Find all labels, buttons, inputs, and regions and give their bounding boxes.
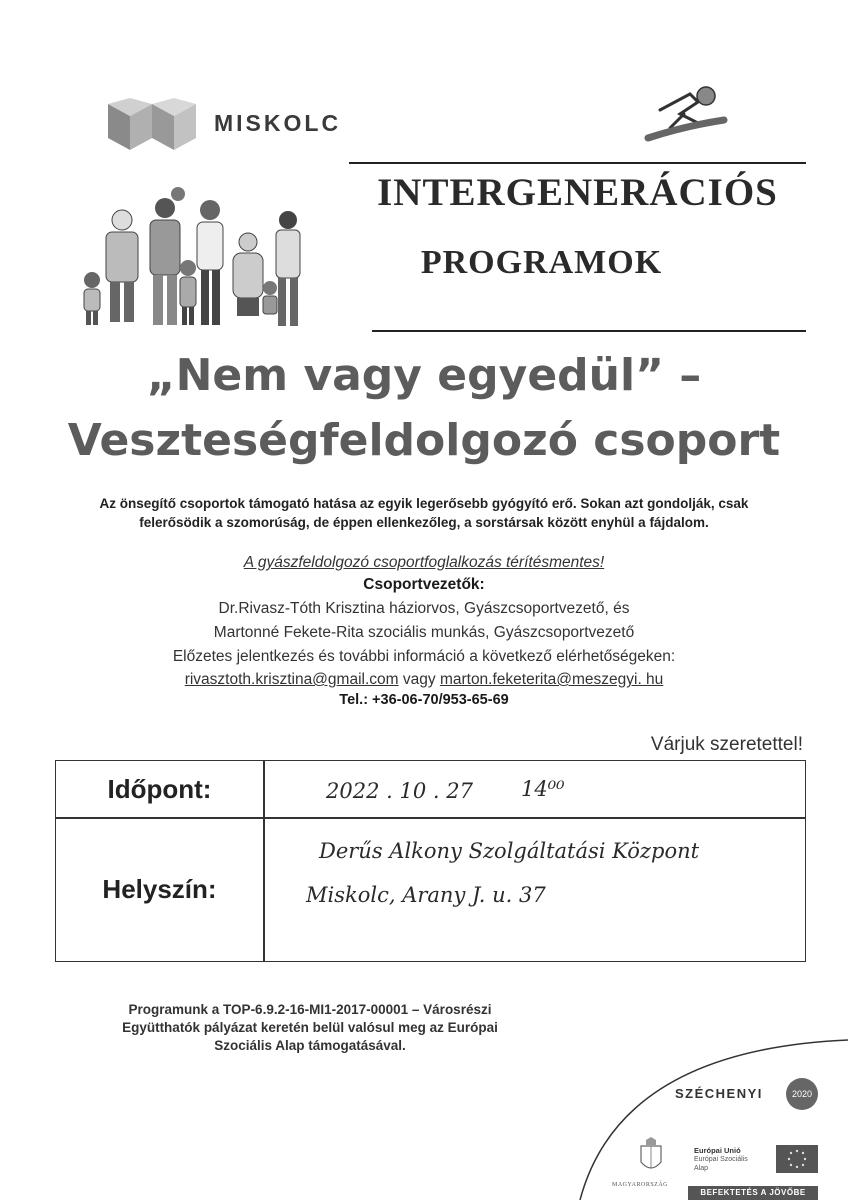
intro-line1: Az önsegítő csoportok támogató hatása az egyik legerősebb gyógyító erő. Sokan azt gondolják, csak — [99, 496, 749, 511]
email-link-2[interactable]: marton.feketerita@meszegyi. hu — [439, 671, 664, 688]
funding-note — [80, 1001, 540, 1055]
eu-label-line2: Európai Szociális — [694, 1156, 748, 1163]
miskolc-logo-icon — [108, 98, 196, 150]
szechenyi-2020-badge: 2020 — [786, 1078, 818, 1110]
hungary-crest-icon — [638, 1136, 664, 1176]
funding-line1: Programunk a TOP-6.9.2-16-MI1-2017-00001 – Városrészi — [128, 1002, 492, 1017]
leaders-heading: Csoportvezetők: — [363, 576, 485, 593]
program-title-line1: INTERGENERÁCIÓS — [377, 171, 778, 214]
family-illustration — [70, 180, 320, 330]
phone-number: Tel.: +36-06-70/953-65-69 — [339, 692, 509, 708]
szechenyi-name: SZÉCHENYI — [675, 1086, 763, 1101]
title-rule-bottom — [372, 330, 806, 332]
email-separator: vagy — [402, 671, 436, 688]
intro-paragraph — [60, 494, 788, 532]
date-value: 2022 . 10 . 27 — [326, 779, 473, 803]
title-rule-top — [349, 162, 806, 164]
logo-text: MISKOLC — [214, 110, 342, 136]
free-notice: A gyászfeldolgozó csoportfoglalkozás térítésmentes! — [243, 554, 605, 571]
eu-investment-strip: BEFEKTETÉS A JÖVŐBE — [688, 1186, 818, 1200]
country-label: MAGYARORSZÁG — [612, 1182, 669, 1188]
email-link-1[interactable]: rivasztoth.krisztina@gmail.com — [184, 671, 399, 688]
szechenyi-arc — [560, 1020, 848, 1200]
place-label: Helyszín: — [102, 874, 217, 904]
eu-label-line3: Alap — [694, 1165, 709, 1172]
funding-line2: Együtthatók pályázat keretén belül valósul meg az Európai — [122, 1020, 498, 1035]
table-divider-vertical — [263, 761, 265, 961]
headline-line2: Veszteségfeldolgozó csoport — [67, 415, 781, 466]
table-divider-horizontal — [56, 817, 805, 819]
time-label: Időpont: — [107, 774, 212, 804]
event-details-table — [55, 760, 806, 962]
headline-line1: „Nem vagy egyedül” – — [146, 350, 702, 401]
leader-1: Dr.Rivasz-Tóth Krisztina háziorvos, Gyászcsoportvezető, és — [218, 600, 630, 617]
place-value-line2: Miskolc, Arany J. u. 37 — [306, 883, 546, 907]
welcome-text: Várjuk szeretettel! — [650, 734, 803, 755]
funding-line3: Szociális Alap támogatásával. — [214, 1038, 406, 1053]
contact-intro: Előzetes jelentkezés és további információ a következő elérhetőségeken: — [172, 648, 676, 665]
program-title-line2: PROGRAMOK — [420, 244, 663, 281]
place-value-line1: Derűs Alkony Szolgáltatási Központ — [319, 839, 700, 863]
eu-flag-icon — [776, 1145, 818, 1173]
intro-line2: felerősödik a szomorúság, de éppen ellenkezőleg, a sorstársak között enyhül a fájdalom. — [139, 515, 709, 530]
contact-emails — [80, 671, 768, 689]
leader-2: Martonné Fekete-Rita szociális munkás, Gyászcsoportvezető — [213, 624, 635, 641]
time-value: 14⁰⁰ — [521, 777, 565, 801]
snowboarder-icon — [640, 80, 730, 146]
eu-label-line1: Európai Unió — [694, 1146, 741, 1155]
